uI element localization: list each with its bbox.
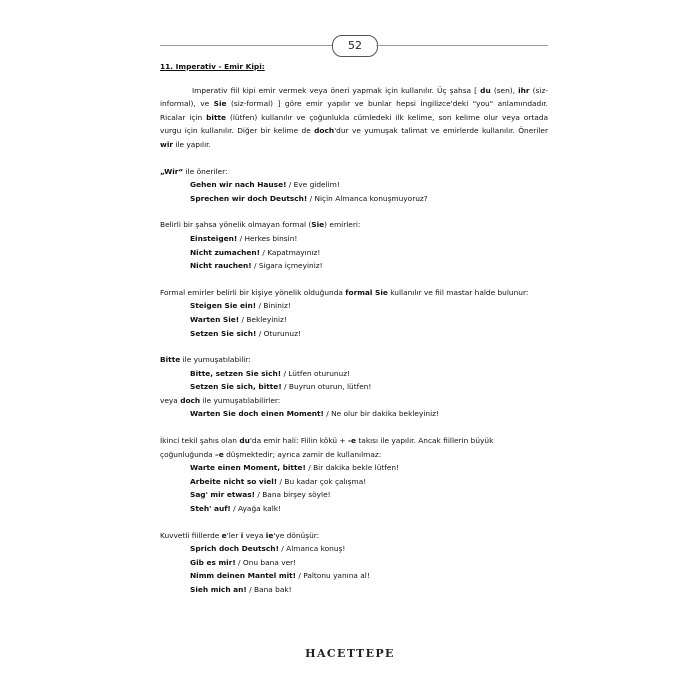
sie-general-section	[160, 218, 548, 272]
example-line	[160, 246, 548, 260]
example-german: Arbeite nicht so viel!	[190, 476, 278, 486]
header-rule-left	[160, 45, 332, 46]
heading-text: veya	[243, 530, 266, 540]
example-turkish: / Sigara içmeyiniz!	[251, 261, 323, 271]
example-german: Warten Sie!	[190, 314, 240, 324]
example-german: Steigen Sie ein!	[190, 301, 257, 311]
heading-text: ile yumuşatılabilirler:	[200, 395, 281, 405]
example-turkish: / Bana birşey söyle!	[255, 490, 331, 500]
intro-bold-bitte: bitte	[206, 112, 227, 122]
header-rule-right	[376, 45, 548, 46]
example-line	[160, 502, 548, 516]
example-line	[160, 407, 548, 421]
intro-bold-doch: doch	[314, 126, 335, 136]
example-line	[160, 192, 548, 206]
intro-bold-wir: wir	[160, 139, 174, 149]
example-line	[160, 299, 548, 313]
heading-bold: ie	[265, 530, 274, 540]
example-german: Einsteigen!	[190, 233, 238, 243]
example-german: Setzen Sie sich!	[190, 328, 257, 338]
example-turkish: / Paltonu yanına al!	[296, 571, 370, 581]
example-line	[160, 327, 548, 341]
wir-heading-text: ile öneriler:	[183, 166, 228, 176]
du-heading-line1	[160, 434, 548, 448]
heading-text: düşmektedir; ayrıca zamir de kullanılmaz:	[223, 449, 382, 459]
heading-text: çoğunluğunda	[160, 449, 216, 459]
example-german: Nicht rauchen!	[190, 261, 252, 271]
example-german: Sag' mir etwas!	[190, 490, 256, 500]
du-heading-line2	[160, 448, 548, 462]
example-turkish: / Onu bana ver!	[235, 557, 297, 567]
intro-text: (lütfen) kullanılır ve çoğunlukla cümledeki ilk kelime, son kelime olur veya ortada vurgu için kullanılır. Diğer bir kelime de	[160, 112, 548, 136]
heading-bold: Bitte	[160, 355, 181, 365]
heading-text: 'da emir hali: Fiilin kökü +	[249, 436, 348, 446]
example-turkish: / Buyrun oturun, lütfen!	[281, 382, 372, 392]
example-turkish: / Kapatmayınız!	[260, 247, 321, 257]
footer-wordmark: HACETTEPE	[305, 647, 395, 660]
example-line	[160, 569, 548, 583]
heading-text: Formal emirler belirli bir kişiye yönelik olduğunda	[160, 287, 346, 297]
heading-text: kullanılır ve fiil mastar halde bulunur:	[387, 287, 529, 297]
intro-paragraph	[160, 84, 548, 152]
heading-bold: du	[239, 436, 250, 446]
example-turkish: / Ne olur bir dakika bekleyiniz!	[323, 409, 439, 419]
example-turkish: / Bininiz!	[256, 301, 291, 311]
example-turkish: / Bekleyiniz!	[239, 314, 287, 324]
bitte-section	[160, 353, 548, 421]
example-german: Warten Sie doch einen Moment!	[190, 409, 324, 419]
example-line	[160, 461, 548, 475]
example-turkish: / Ayağa kalk!	[230, 504, 282, 514]
intro-text: ile yapılır.	[173, 139, 211, 149]
example-line	[160, 556, 548, 570]
intro-text: Imperativ fiil kipi emir vermek veya öneri yapmak için kullanılır. Üç şahsa [	[192, 85, 481, 95]
heading-bold: doch	[180, 395, 201, 405]
page-content	[160, 60, 548, 597]
heading-bold: e	[221, 530, 227, 540]
example-line	[160, 232, 548, 246]
heading-text: Kuvvetli fiillerde	[160, 530, 222, 540]
wir-heading	[160, 165, 548, 179]
heading-text: veya	[160, 395, 181, 405]
intro-bold-sie: Sie	[213, 99, 227, 109]
du-section	[160, 434, 548, 516]
heading-bold: –e	[215, 449, 224, 459]
example-line	[160, 259, 548, 273]
example-german: Sprich doch Deutsch!	[190, 544, 279, 554]
intro-bold-du: du	[480, 85, 491, 95]
example-line	[160, 583, 548, 597]
heading-text: İkinci tekil şahıs olan	[160, 436, 240, 446]
example-line	[160, 367, 548, 381]
sie-general-heading	[160, 218, 548, 232]
intro-text: (siz-formal) ] göre emir yapılır ve bunlar hepsi İngilizce'deki "you" anlamındadır. Ricalar için	[160, 99, 549, 122]
example-german: Bitte, setzen Sie sich!	[190, 368, 282, 378]
bitte-heading	[160, 353, 548, 367]
heading-text: ile yumuşatılabilir:	[180, 355, 251, 365]
heading-text: ) emirleri:	[324, 220, 361, 230]
example-german: Steh' auf!	[190, 504, 231, 514]
heading-text: takısı ile yapılır. Ancak fiillerin büyük	[356, 436, 494, 446]
wir-heading-bold: „Wir“	[160, 166, 184, 176]
heading-bold: Sie	[311, 220, 325, 230]
section-title: 11. Imperativ - Emir Kipi:	[160, 62, 265, 71]
example-german: Setzen Sie sich, bitte!	[190, 382, 282, 392]
example-turkish: / Eve gidelim!	[286, 180, 340, 190]
example-german: Nicht zumachen!	[190, 247, 261, 257]
example-german: Sprechen wir doch Deutsch!	[190, 193, 308, 203]
example-line	[160, 178, 548, 192]
example-turkish: / Oturunuz!	[256, 328, 301, 338]
heading-text: 'ler	[226, 530, 241, 540]
heading-bold: i	[240, 530, 244, 540]
intro-text: (siz-informal), ve	[160, 85, 548, 109]
example-turkish: / Bana bak!	[246, 585, 292, 594]
example-line	[160, 488, 548, 502]
example-turkish: / Almanca konuş!	[278, 544, 346, 554]
intro-bold-ihr: ihr	[518, 85, 530, 95]
example-turkish: / Niçin Almanca konuşmuyoruz?	[307, 193, 428, 203]
example-german: Gib es mir!	[190, 557, 236, 567]
example-turkish: / Bu kadar çok çalışma!	[277, 476, 367, 486]
example-turkish: / Bir dakika bekle lütfen!	[305, 463, 400, 473]
example-turkish: / Lütfen oturunuz!	[281, 368, 351, 378]
example-line	[160, 380, 548, 394]
example-german: Gehen wir nach Hause!	[190, 180, 287, 190]
intro-text: 'dur ve yumuşak talimat ve emirlerde kullanılır. Öneriler	[334, 126, 549, 136]
example-turkish: / Herkes binsin!	[237, 233, 298, 243]
doch-heading	[160, 394, 548, 408]
heading-text: 'ye dönüşür:	[273, 530, 320, 540]
example-german: Nimm deinen Mantel mit!	[190, 571, 297, 581]
intro-text: (sen),	[490, 85, 519, 95]
strong-verbs-section	[160, 529, 548, 597]
example-line	[160, 313, 548, 327]
example-german: Sieh mich an!	[190, 585, 247, 594]
example-line	[160, 475, 548, 489]
heading-bold: -e	[347, 436, 357, 446]
example-german: Warte einen Moment, bitte!	[190, 463, 306, 473]
formal-sie-section	[160, 286, 548, 340]
wir-section	[160, 165, 548, 206]
strong-verbs-heading	[160, 529, 548, 543]
example-line	[160, 542, 548, 556]
heading-bold: formal Sie	[345, 287, 388, 297]
page-number: 52	[332, 35, 378, 57]
heading-text: Belirli bir şahsa yönelik olmayan formal (	[160, 220, 312, 230]
formal-sie-heading	[160, 286, 548, 300]
